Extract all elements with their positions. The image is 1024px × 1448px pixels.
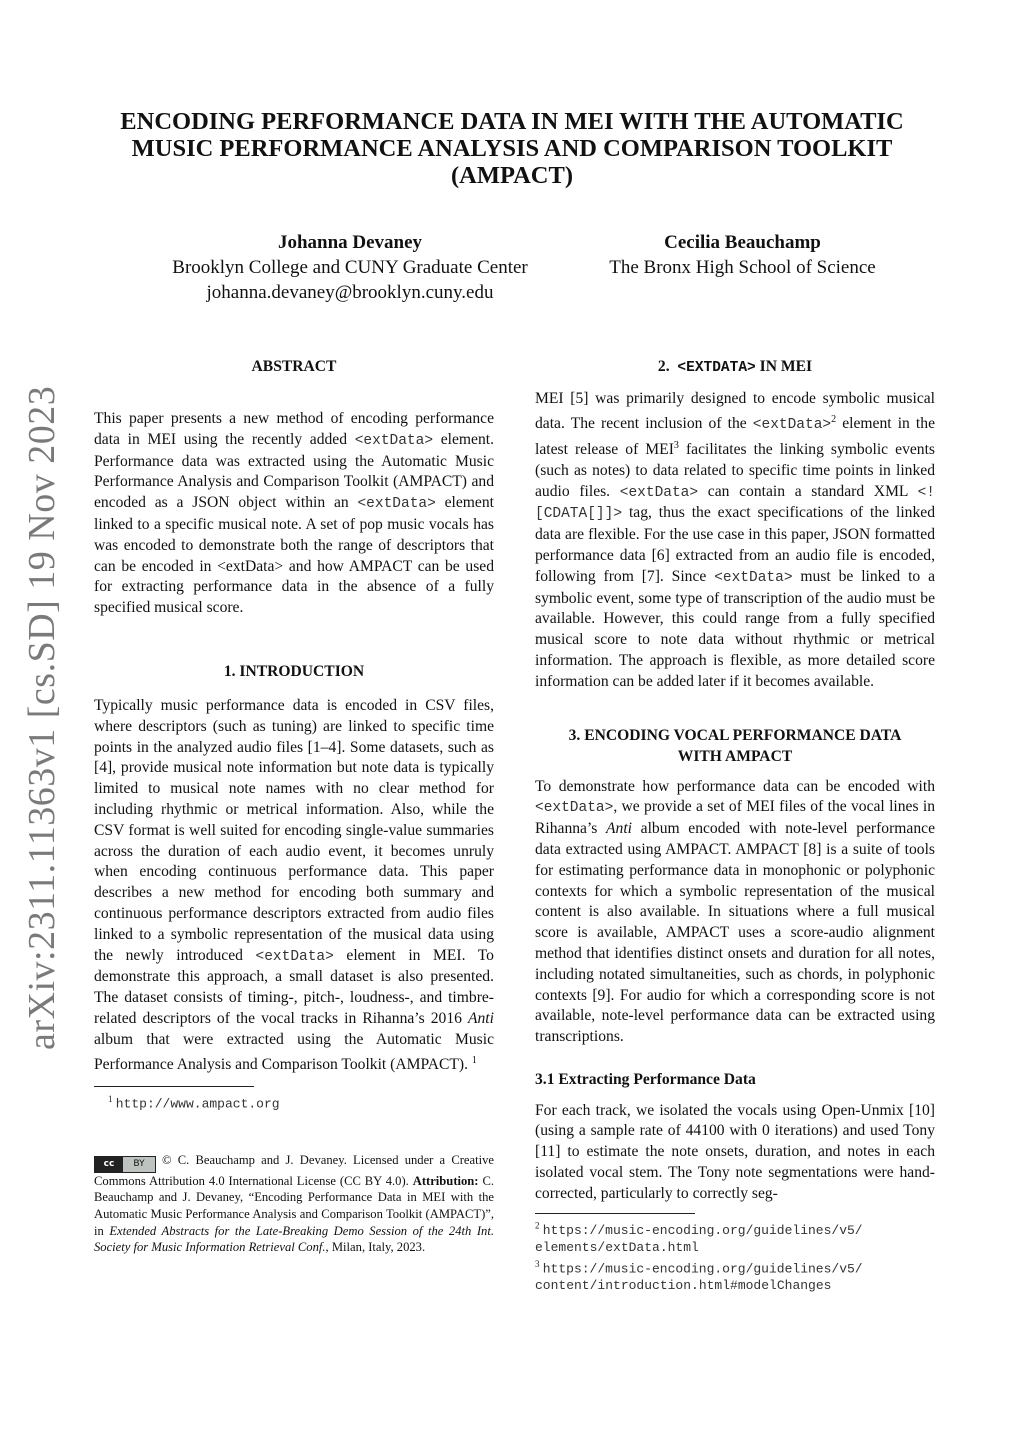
paper-title	[100, 108, 924, 189]
author-email[interactable]: johanna.devaney@brooklyn.cuny.edu	[206, 282, 494, 303]
introduction-text: Typically music performance data is encoded in CSV files, where descriptors (such as tuning) are linked to specific time points in the analyzed audio files [1–4]. Some datasets, such as [4], provide musical note information but note data is typically limited to musical note names with no clear method for including rhythmic or metrical information. Also, while the CSV format is well suited for encoding single-value summaries across the duration of each audio event, it becomes unruly when encoding continuous performance data. This paper describes a new method for encoding both summary and continuous performance descriptors extracted from audio files linked to a symbolic representation of the musical data using the newly introduced <extData> element in MEI. To demonstrate this approach, a small dataset is also presented. The dataset consists of timing-, pitch-, loudness-, and timbre-related descriptors of the vocal tracks in Rihanna’s 2016 Anti album that were extracted using the Automatic Music Performance Analysis and Comparison Toolkit (AMPACT). $^1$	[94, 696, 494, 1073]
title-line-3: (AMPACT)	[450, 162, 573, 189]
section-3-1-text: For each track, we isolated the vocals using Open-Unmix [10] (using a sample rate of 44100 with 0 iterations) and used Tony [11] to estimate the note onsets, duration, and notes in each isolated vocal stem. The Tony note segmentations were hand-corrected, particularly to correctly seg-	[535, 1101, 935, 1202]
section-3-text: To demonstrate how performance data can be encoded with <extData>, we provide a set of MEI files of the vocal lines in Rihanna’s Anti album encoded with note-level performance data extracted using AMPACT. AMPACT [8] is a suite of tools for estimating performance data in monophonic or polyphonic contexts for which a symbolic representation of the musical content is also available. In situations where a full musical score is available, AMPACT uses a score-audio alignment method that identifies distinct onsets and duration for all notes, including notated simultaneities, such as chords, in polyphonic contexts [9]. For audio for which a corresponding score is not available, note-level performance data can be extracted using transcriptions.	[535, 777, 935, 1046]
author-block-1	[130, 230, 570, 305]
author-name: Johanna Devaney	[277, 232, 423, 253]
footnote-rule	[94, 1086, 254, 1087]
footnote-link[interactable]: content/introduction.html#modelChanges	[535, 1278, 832, 1294]
footnote-link[interactable]: https://music-encoding.org/guidelines/v5/	[542, 1223, 863, 1238]
left-column	[94, 356, 494, 1256]
title-line-2: MUSIC PERFORMANCE ANALYSIS AND COMPARISON TOOLKIT	[131, 135, 893, 162]
footnote-link[interactable]: https://music-encoding.org/guidelines/v5/	[542, 1261, 863, 1277]
footnote-3: $^3$ https://music-encoding.org/guidelines/v5/ content/introduction.html#modelChanges	[535, 1259, 863, 1294]
license-text: cc BY © C. Beauchamp and J. Devaney. Licensed under a Creative Commons Attribution 4.0 International License (CC BY 4.0). Attribution: C. Beauchamp and J. Devaney, “Encoding Performance Data in MEI with the Automatic Music Performance Analysis and Comparison Toolkit (AMPACT)”, in Extended Abstracts for the Late-Breaking Demo Session of the 24th Int. Society for Music Information Retrieval Conf., Milan, Italy, 2023.	[94, 1152, 494, 1255]
author-block-2	[580, 230, 905, 280]
section-3-1-heading: 3.1 Extracting Performance Data	[535, 1070, 756, 1088]
footnote-1: $^1$ http://www.ampact.org	[108, 1093, 280, 1111]
abstract-heading: ABSTRACT	[251, 358, 337, 375]
author-affiliation: Brooklyn College and CUNY Graduate Center	[172, 257, 528, 278]
section-2-heading: 2. <EXTDATA> IN MEI	[657, 358, 813, 376]
introduction-heading: 1. INTRODUCTION	[223, 662, 365, 680]
cc-by-badge-icon: cc BY	[94, 1156, 156, 1173]
abstract-text: This paper presents a new method of encoding performance data in MEI using the recently added <extData> element. Performance data was extracted using the Automatic Music Performance Analysis and Comparison Toolkit (AMPACT) and encoded as a JSON object within an <extData> element linked to a specific musical note. A set of pop music vocals has was encoded to demonstrate both the range of descriptors that can be encoded in <extData> and how AMPACT can be used for extracting performance data in the absence of a fully specified musical score.	[94, 410, 494, 617]
footnote-link[interactable]: http://www.ampact.org	[115, 1095, 280, 1111]
arxiv-stamp: arXiv:2311.11363v1 [cs.SD] 19 Nov 2023	[21, 385, 63, 1050]
footnote-ref: 1	[471, 1054, 477, 1066]
footnote-link[interactable]: elements/extData.html	[535, 1240, 699, 1255]
footnote-rule	[535, 1213, 695, 1214]
right-column	[535, 356, 935, 1294]
footnote-2: $^2$ https://music-encoding.org/guidelines/v5/ elements/extData.html	[535, 1220, 863, 1255]
author-name: Cecilia Beauchamp	[664, 232, 821, 253]
title-line-1: ENCODING PERFORMANCE DATA IN MEI WITH THE AUTOMATIC	[120, 108, 904, 135]
section-2-text: MEI [5] was primarily designed to encode symbolic musical data. The recent inclusion of the <extData>$^2$ element in the latest release of MEI$^3$ facilitates the linking symbolic events (such as notes) to data related to specific time points in linked audio files. <extData> can contain a standard XML <![CDATA[]]> tag, thus the exact specifications of the linked data are flexible. For the use case in this paper, JSON formatted performance data [6] extracted from an audio file is encoded, following from [7]. Since <extData> must be linked to a symbolic event, some type of transcription of the audio must be available. However, this could range from a fully specified musical score to note data without rhythmic or metrical information. The approach is flexible, as more detailed score information can be added later if it becomes available.	[535, 390, 936, 690]
author-affiliation: The Bronx High School of Science	[609, 257, 876, 278]
section-3-heading: 3. ENCODING VOCAL PERFORMANCE DATA WITH AMPACT	[568, 726, 902, 765]
